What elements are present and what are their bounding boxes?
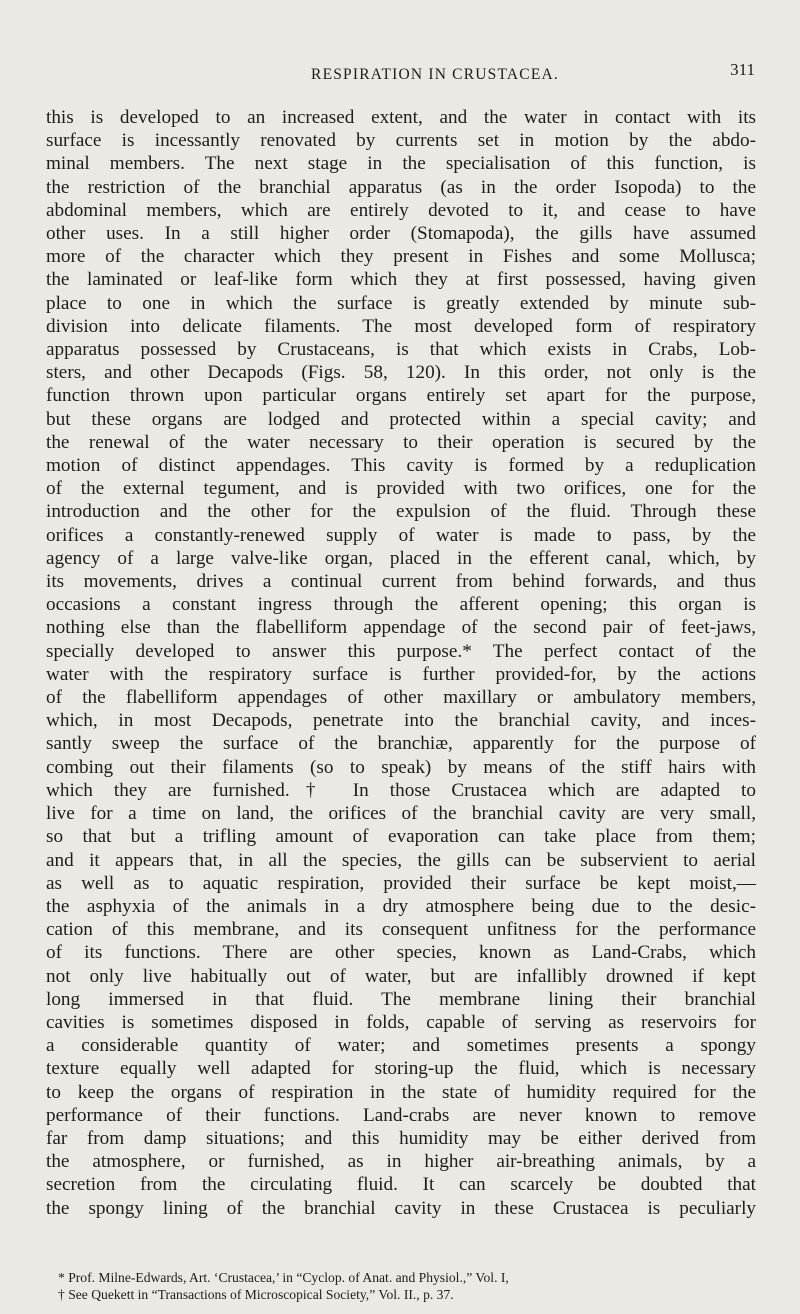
text-line: nothing else than the flabelliform appendage of the second pair of feet-jaws, <box>46 617 756 639</box>
text-line: agency of a large valve-like organ, placed in the efferent canal, which, by <box>46 547 756 569</box>
text-line: a considerable quantity of water; and sometimes presents a spongy <box>46 1035 756 1057</box>
text-line: of the flabelliform appendages of other maxillary or ambulatory members, <box>46 687 756 709</box>
body-text <box>46 106 756 1220</box>
text-line: other uses. In a still higher order (Stomapoda), the gills have assumed <box>46 223 756 245</box>
text-line: combing out their filaments (so to speak) by means of the stiff hairs with <box>46 756 756 778</box>
text-line: the atmosphere, or furnished, as in higher air-breathing animals, by a <box>46 1151 756 1173</box>
text-line: water with the respiratory surface is further provided-for, by the actions <box>46 663 756 685</box>
text-line: the spongy lining of the branchial cavity in these Crustacea is peculiarly <box>46 1197 756 1219</box>
footnote: * Prof. Milne-Edwards, Art. ‘Crustacea,’ in “Cyclop. of Anat. and Physiol.,” Vol. I, <box>58 1270 509 1285</box>
text-line: and it appears that, in all the species, the gills can be subservient to aerial <box>46 849 756 871</box>
text-line: function thrown upon particular organs entirely set apart for the purpose, <box>46 385 756 407</box>
text-line: secretion from the circulating fluid. It can scarcely be doubted that <box>46 1174 756 1196</box>
text-line: cation of this membrane, and its consequent unfitness for the performance <box>46 919 756 941</box>
text-line: which, in most Decapods, penetrate into the branchial cavity, and inces- <box>46 710 756 732</box>
text-line: orifices a constantly-renewed supply of water is made to pass, by the <box>46 524 756 546</box>
text-line: surface is incessantly renovated by currents set in motion by the abdo- <box>46 130 756 152</box>
text-line: santly sweep the surface of the branchiæ, apparently for the purpose of <box>46 733 756 755</box>
text-line: sters, and other Decapods (Figs. 58, 120). In this order, not only is the <box>46 362 756 384</box>
text-line: live for a time on land, the orifices of the branchial cavity are very small, <box>46 803 756 825</box>
text-line: of its functions. There are other species, known as Land-Crabs, which <box>46 942 756 964</box>
text-line: performance of their functions. Land-crabs are never known to remove <box>46 1104 756 1126</box>
footnotes <box>46 1270 756 1303</box>
text-line: apparatus possessed by Crustaceans, is that which exists in Crabs, Lob- <box>46 339 756 361</box>
text-line: far from damp situations; and this humidity may be either derived from <box>46 1127 756 1149</box>
text-line: cavities is sometimes disposed in folds, capable of serving as reservoirs for <box>46 1011 756 1033</box>
text-line: more of the character which they present in Fishes and some Mollusca; <box>46 246 756 268</box>
text-line: the laminated or leaf-like form which they at first possessed, having given <box>46 269 756 291</box>
text-line: the asphyxia of the animals in a dry atmosphere being due to the desic- <box>46 895 756 917</box>
text-line: long immersed in that fluid. The membrane lining their branchial <box>46 988 756 1010</box>
text-line: which they are furnished.† In those Crustacea which are adapted to <box>46 779 756 801</box>
text-line: occasions a constant ingress through the afferent opening; this organ is <box>46 594 756 616</box>
page-number: 311 <box>730 60 755 79</box>
text-line: its movements, drives a continual current from behind forwards, and thus <box>46 571 756 593</box>
text-line: motion of distinct appendages. This cavity is formed by a reduplication <box>46 455 756 477</box>
text-line: division into delicate filaments. The most developed form of respiratory <box>46 315 756 337</box>
text-line: not only live habitually out of water, but are infallibly drowned if kept <box>46 965 756 987</box>
running-head <box>115 60 755 90</box>
text-line: introduction and the other for the expulsion of the fluid. Through these <box>46 501 756 523</box>
text-line: to keep the organs of respiration in the state of humidity required for the <box>46 1081 756 1103</box>
text-line: this is developed to an increased extent, and the water in contact with its <box>46 107 756 128</box>
text-line: as well as to aquatic respiration, provided their surface be kept moist,— <box>46 872 756 894</box>
text-line: minal members. The next stage in the specialisation of this function, is <box>46 153 756 175</box>
text-line: the renewal of the water necessary to their operation is secured by the <box>46 431 756 453</box>
footnote: † See Quekett in “Transactions of Microscopical Society,” Vol. II., p. 37. <box>58 1286 454 1302</box>
text-line: but these organs are lodged and protected within a special cavity; and <box>46 408 756 430</box>
text-line: texture equally well adapted for storing-up the fluid, which is necessary <box>46 1058 756 1080</box>
running-title: RESPIRATION IN CRUSTACEA. <box>311 66 559 83</box>
text-line: abdominal members, which are entirely devoted to it, and cease to have <box>46 199 756 221</box>
text-line: specially developed to answer this purpose.* The perfect contact of the <box>46 640 756 662</box>
text-line: so that but a trifling amount of evaporation can take place from them; <box>46 826 756 848</box>
text-line: the restriction of the branchial apparatus (as in the order Isopoda) to the <box>46 176 756 198</box>
text-line: place to one in which the surface is greatly extended by minute sub- <box>46 292 756 314</box>
text-line: of the external tegument, and is provided with two orifices, one for the <box>46 478 756 500</box>
